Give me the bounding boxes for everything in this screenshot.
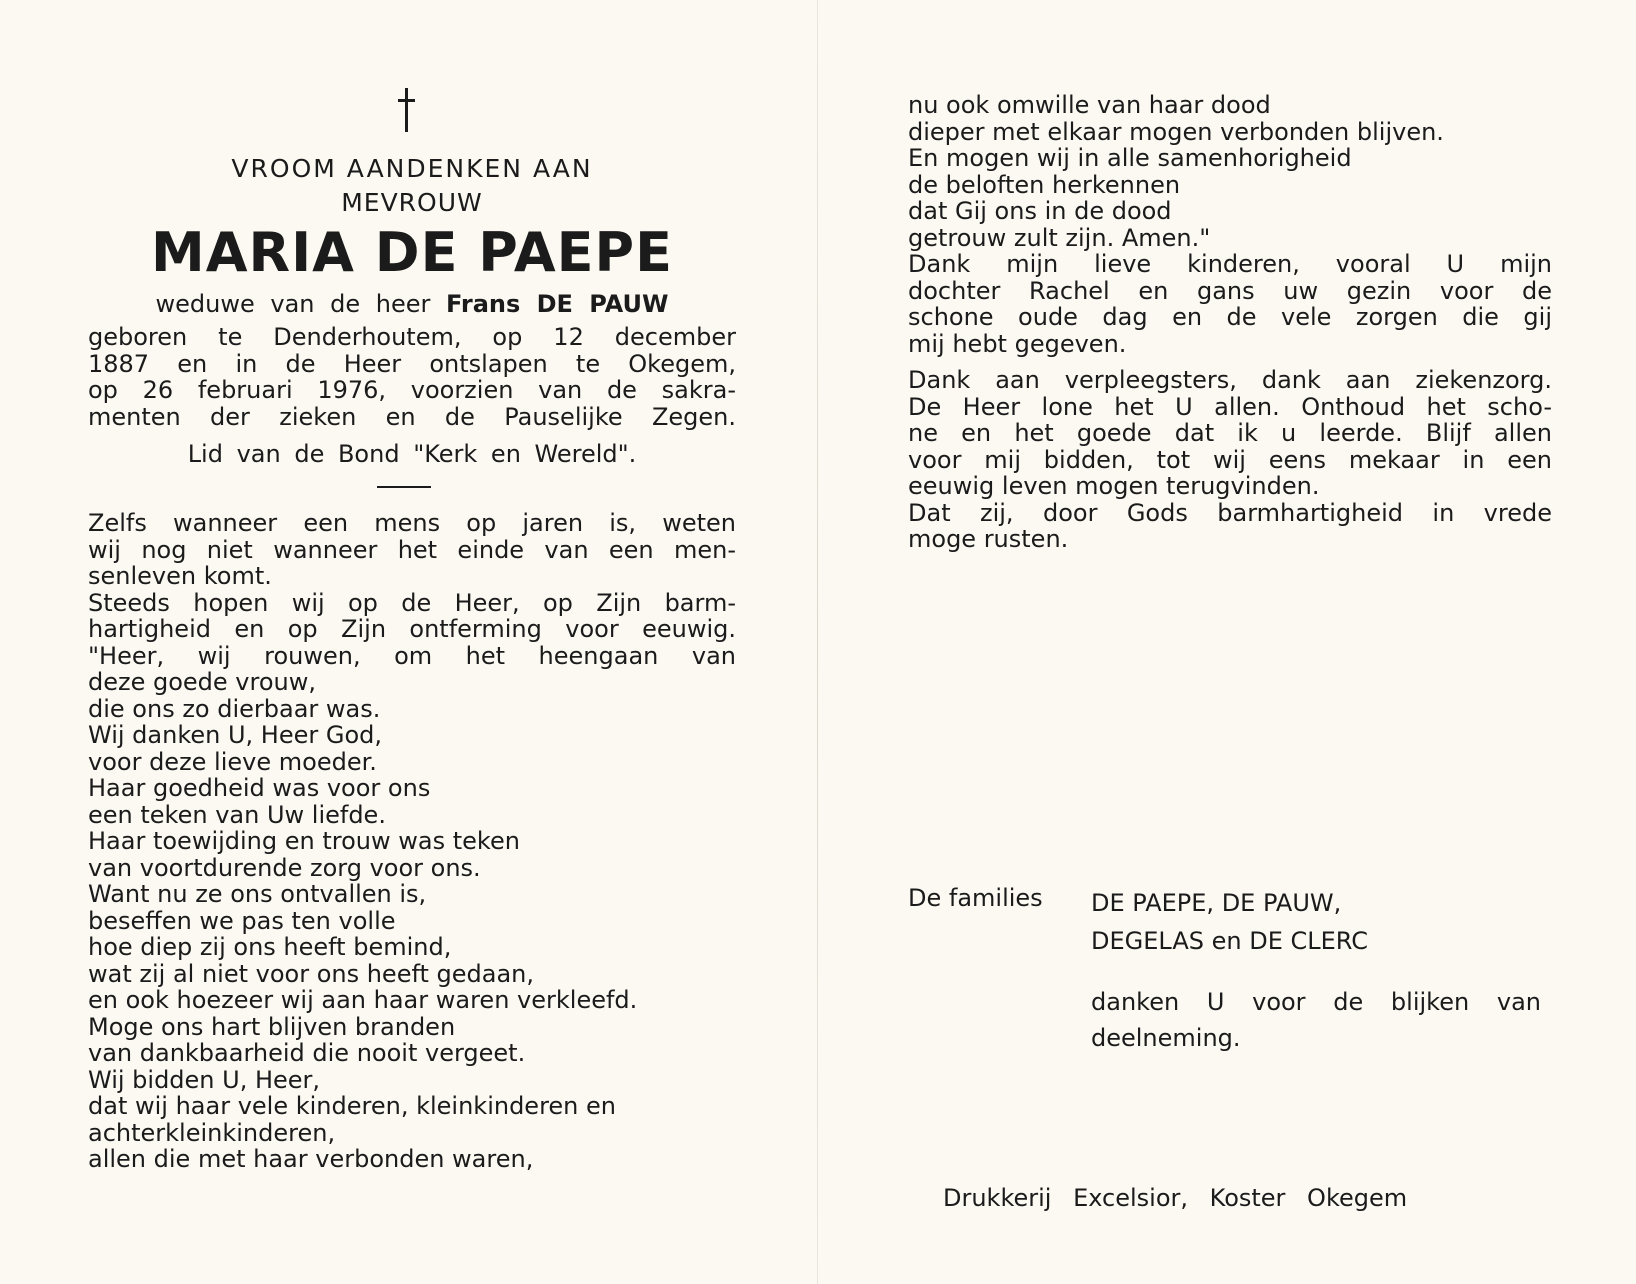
prayer-line: van dankbaarheid die nooit vergeet.: [88, 1039, 526, 1067]
prayer-line: nu ook omwille van haar dood: [908, 91, 1271, 119]
prayer-line: voor deze lieve moeder.: [88, 747, 377, 776]
text-paragraph: [88, 510, 736, 669]
membership-line: Lid van de Bond "Kerk en Wereld".: [187, 440, 637, 468]
text-line: Zelfs wanneer een mens op jaren is, weten: [88, 509, 736, 537]
prayer-line: deze goede vrouw,: [88, 668, 316, 696]
printer-credit: Drukkerij Excelsior, Koster Okegem: [943, 1184, 1408, 1212]
left-page: [88, 80, 736, 1173]
text-line: senleven komt.: [88, 562, 272, 590]
bio-line: op 26 februari 1976, voorzien van de sakra-: [88, 376, 736, 404]
bio-line: 1887 en in de Heer ontslapen te Okegem,: [88, 349, 736, 378]
prayer-continuation: [908, 92, 1552, 251]
text-line: Dank mijn lieve kinderen, vooral U mijn: [908, 250, 1552, 278]
bio-line: menten der zieken en de Pauselijke Zegen.: [88, 402, 736, 431]
text-line: dochter Rachel en gans uw gezin voor de: [908, 276, 1552, 305]
divider: [377, 486, 431, 488]
widow-prefix: weduwe van de heer: [155, 290, 431, 318]
family-names: [1091, 884, 1368, 960]
widow-line: [88, 288, 736, 320]
families-thanks: danken U voor de blijken van deelneming.: [1091, 988, 1541, 1052]
text-line: Dat zij, door Gods barmhartigheid in vrede: [908, 498, 1552, 527]
prayer-line: achterkleinkinderen,: [88, 1118, 336, 1147]
prayer-line: En mogen wij in alle samenhorigheid: [908, 144, 1352, 172]
prayer-line: dat Gij ons in de dood: [908, 197, 1172, 225]
text-line: eeuwig leven mogen terugvinden.: [908, 472, 1320, 500]
text-line: "Heer, wij rouwen, om het heengaan van: [88, 641, 736, 670]
text-line: mij hebt gegeven.: [908, 329, 1127, 358]
prayer-line: Moge ons hart blijven branden: [88, 1012, 456, 1041]
family-names-line: DE PAEPE, DE PAUW,: [1091, 889, 1342, 917]
bio-line: geboren te Denderhoutem, op 12 december: [88, 323, 736, 351]
card-fold: [817, 0, 818, 1284]
text-line: De Heer lone het U allen. Onthoud het scho-: [908, 392, 1552, 421]
bio-paragraph: [88, 324, 736, 430]
spouse-name: Frans DE PAUW: [446, 290, 669, 318]
prayer-line: die ons zo dierbaar was.: [88, 694, 381, 723]
prayer-line: Want nu ze ons ontvallen is,: [88, 880, 427, 908]
prayer-line: wat zij al niet voor ons heeft gedaan,: [88, 959, 535, 988]
prayer-line: dieper met elkaar mogen verbonden blijven.: [908, 117, 1444, 146]
thanks-paragraph-1: [908, 251, 1552, 357]
prayer-block: [88, 669, 736, 1173]
prayer-line: hoe diep zij ons heeft bemind,: [88, 933, 452, 961]
header-line-2: MEVROUW: [341, 188, 483, 217]
text-line: moge rusten.: [908, 525, 1069, 553]
prayer-line: Wij bidden U, Heer,: [88, 1065, 321, 1094]
header-line-1: VROOM AANDENKEN AAN: [231, 154, 593, 183]
family-names-line: DEGELAS en DE CLERC: [1091, 927, 1369, 955]
prayer-line: dat wij haar vele kinderen, kleinkinderen en: [88, 1092, 616, 1120]
text-line: voor mij bidden, tot wij eens mekaar in een: [908, 445, 1552, 474]
prayer-line: Wij danken U, Heer God,: [88, 721, 383, 749]
text-line: Dank aan verpleegsters, dank aan ziekenzorg.: [908, 366, 1552, 394]
cross-icon: [398, 88, 414, 132]
text-line: schone oude dag en de vele zorgen die gij: [908, 303, 1552, 331]
prayer-line: allen die met haar verbonden waren,: [88, 1145, 534, 1173]
prayer-line: van voortdurende zorg voor ons.: [88, 853, 481, 882]
right-page: [908, 92, 1552, 553]
prayer-line: een teken van Uw liefde.: [88, 800, 386, 829]
prayer-line: en ook hoezeer wij aan haar waren verkleefd.: [88, 986, 638, 1014]
prayer-line: beseffen we pas ten volle: [88, 906, 396, 935]
deceased-name: MARIA DE PAEPE: [150, 221, 674, 284]
text-line: wij nog niet wanneer het einde van een men-: [88, 535, 736, 564]
prayer-line: getrouw zult zijn. Amen.": [908, 223, 1211, 252]
text-line: Steeds hopen wij op de Heer, op Zijn barm-: [88, 588, 736, 617]
prayer-line: Haar goedheid was voor ons: [88, 774, 431, 802]
families-label: De families: [908, 884, 1043, 912]
thanks-paragraph-2: [908, 367, 1552, 553]
text-line: ne en het goede dat ik u leerde. Blijf allen: [908, 419, 1552, 447]
text-line: hartigheid en op Zijn ontferming voor eeuwig.: [88, 615, 736, 643]
prayer-line: Haar toewijding en trouw was teken: [88, 827, 520, 855]
prayer-line: de beloften herkennen: [908, 170, 1181, 199]
